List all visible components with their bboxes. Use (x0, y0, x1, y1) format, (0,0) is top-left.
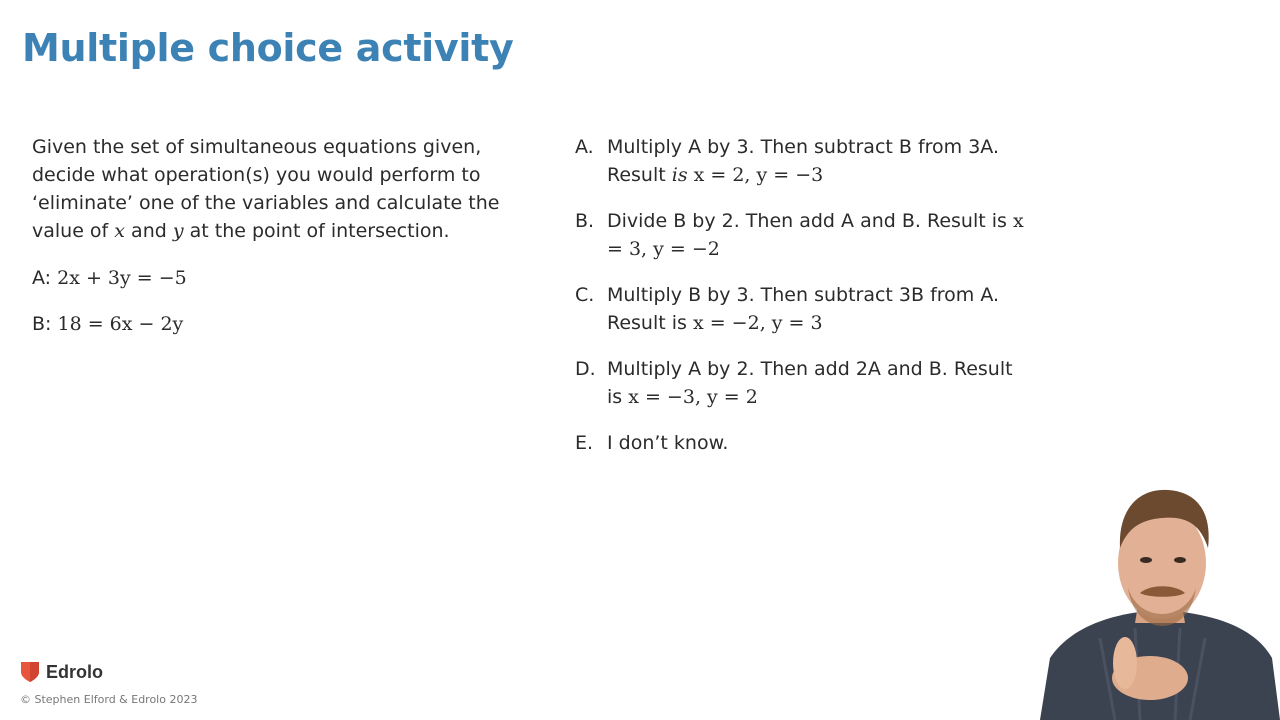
option-result: x = −2, y = 3 (692, 312, 823, 334)
option-letter: B. (575, 210, 595, 232)
option-c[interactable] (575, 281, 1025, 337)
option-text: I don’t know. (607, 432, 729, 454)
question-text-part1: Given the set of simultaneous equations given, decide what operation(s) you would perform to ‘eliminate’ one of the variables and calculate the value of (32, 136, 500, 242)
answer-options (575, 133, 1025, 475)
brand-name: Edrolo (46, 661, 103, 682)
option-result: x = 3, y = −2 (607, 210, 1024, 260)
question-text-part2: and (125, 220, 173, 242)
presenter-video (1040, 488, 1280, 720)
copyright-notice: © Stephen Elford & Edrolo 2023 (20, 693, 198, 706)
option-letter: A. (575, 136, 594, 158)
option-e[interactable] (575, 429, 1025, 457)
equation-a-expression: 2x + 3y = −5 (57, 267, 187, 289)
equation-b-label: B: (32, 313, 52, 335)
equation-a (32, 264, 187, 292)
option-d[interactable] (575, 355, 1025, 411)
equation-b (32, 310, 183, 338)
question-text (32, 133, 532, 245)
variable-x: x (114, 220, 126, 242)
equation-a-label: A: (32, 267, 52, 289)
option-result: x = −3, y = 2 (628, 386, 758, 408)
option-description: Multiply A by 2. Then add 2A and B. Result is (607, 358, 1013, 408)
option-letter: E. (575, 432, 594, 454)
option-text (607, 133, 1025, 189)
option-description: Divide B by 2. Then add A and B. Result is (607, 210, 1013, 232)
shield-icon (20, 660, 40, 684)
option-b[interactable] (575, 207, 1025, 263)
option-text (607, 355, 1025, 411)
question-text-part3: at the point of intersection. (183, 220, 450, 242)
option-letter: D. (575, 358, 596, 380)
option-result: x = 2, y = −3 (687, 164, 824, 186)
option-description: Multiply A by 3. Then subtract B from 3A. Result (607, 136, 999, 186)
variable-y: y (172, 220, 184, 242)
option-text (607, 281, 1025, 337)
option-letter: C. (575, 284, 595, 306)
option-text (607, 207, 1025, 263)
option-description: Multiply B by 3. Then subtract 3B from A. Result is (607, 284, 1000, 334)
equation-b-expression: 18 = 6x − 2y (57, 313, 184, 335)
option-a[interactable] (575, 133, 1025, 189)
presenter-illustration (1040, 488, 1280, 720)
edrolo-logo (20, 660, 103, 684)
option-mid: is (671, 164, 688, 186)
page-title: Multiple choice activity (22, 26, 514, 70)
